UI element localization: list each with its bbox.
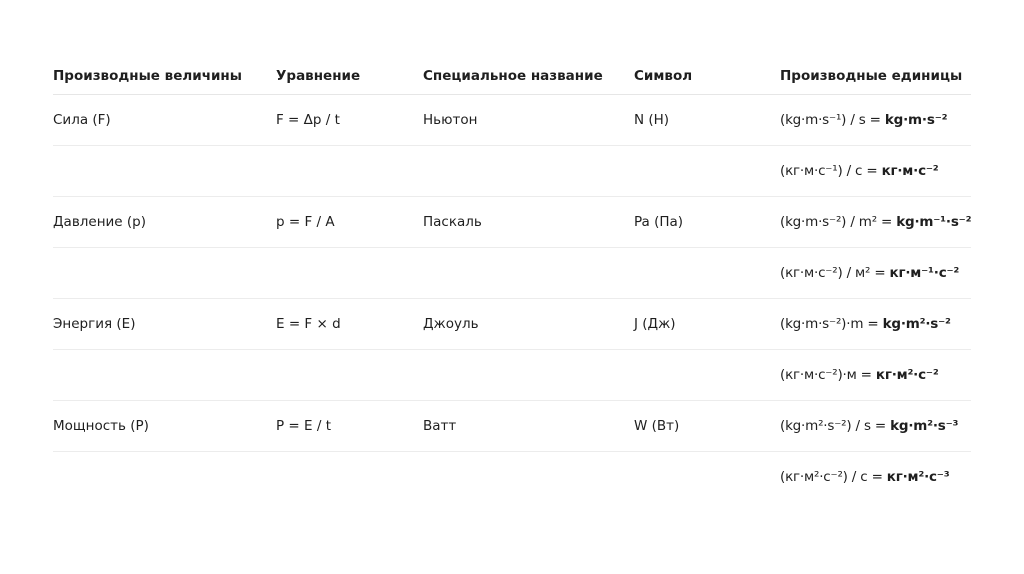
- unit-expression: (kg·m·s⁻²) / m²: [780, 214, 877, 230]
- cell-symbol: [634, 146, 780, 197]
- cell-equation: P = E / t: [276, 401, 423, 452]
- table-row: [53, 401, 971, 452]
- table-header-row: [53, 57, 971, 95]
- cell-quantity: Сила (F): [53, 95, 276, 146]
- table-row: [53, 452, 971, 503]
- cell-derived-units: [780, 350, 971, 401]
- cell-derived-units: [780, 248, 971, 299]
- cell-symbol: [634, 350, 780, 401]
- unit-equals: =: [870, 265, 890, 281]
- cell-special-name: [423, 452, 634, 503]
- cell-special-name: Ньютон: [423, 95, 634, 146]
- cell-symbol: N (Н): [634, 95, 780, 146]
- table-row: [53, 197, 971, 248]
- unit-expression: (кг·м·с⁻²)·м: [780, 367, 857, 383]
- cell-equation: [276, 452, 423, 503]
- unit-result: кг·м²·с⁻³: [886, 469, 950, 485]
- cell-quantity: Мощность (P): [53, 401, 276, 452]
- cell-derived-units: [780, 146, 971, 197]
- cell-equation: p = F / A: [276, 197, 423, 248]
- unit-result: кг·м²·с⁻²: [875, 367, 939, 383]
- unit-expression: (кг·м·с⁻¹) / с: [780, 163, 863, 179]
- cell-special-name: Ватт: [423, 401, 634, 452]
- cell-derived-units: [780, 452, 971, 503]
- unit-expression: (kg·m·s⁻¹) / s: [780, 112, 866, 128]
- cell-equation: [276, 146, 423, 197]
- header-special-name: Специальное название: [423, 57, 634, 95]
- table-row: [53, 350, 971, 401]
- cell-symbol: W (Вт): [634, 401, 780, 452]
- cell-special-name: [423, 248, 634, 299]
- table-row: [53, 146, 971, 197]
- cell-derived-units: [780, 95, 971, 146]
- unit-equals: =: [867, 469, 887, 485]
- cell-quantity: [53, 452, 276, 503]
- cell-special-name: [423, 146, 634, 197]
- unit-result: kg·m⁻¹·s⁻²: [896, 214, 972, 230]
- unit-result: кг·м⁻¹·с⁻²: [889, 265, 960, 281]
- header-quantity: Производные величины: [53, 57, 276, 95]
- cell-symbol: J (Дж): [634, 299, 780, 350]
- cell-symbol: [634, 452, 780, 503]
- unit-result: кг·м·с⁻²: [881, 163, 939, 179]
- unit-expression: (кг·м²·с⁻²) / с: [780, 469, 868, 485]
- unit-equals: =: [865, 112, 885, 128]
- unit-equals: =: [856, 367, 876, 383]
- header-equation: Уравнение: [276, 57, 423, 95]
- cell-derived-units: [780, 299, 971, 350]
- unit-result: kg·m²·s⁻³: [890, 418, 959, 434]
- header-symbol: Символ: [634, 57, 780, 95]
- cell-quantity: Давление (p): [53, 197, 276, 248]
- cell-equation: E = F × d: [276, 299, 423, 350]
- cell-equation: [276, 248, 423, 299]
- unit-expression: (kg·m·s⁻²)·m: [780, 316, 864, 332]
- unit-equals: =: [870, 418, 891, 434]
- cell-special-name: Паскаль: [423, 197, 634, 248]
- unit-expression: (кг·м·с⁻²) / м²: [780, 265, 871, 281]
- cell-special-name: [423, 350, 634, 401]
- header-derived-units: Производные единицы: [780, 57, 971, 95]
- cell-equation: [276, 350, 423, 401]
- table-row: [53, 299, 971, 350]
- cell-derived-units: [780, 197, 971, 248]
- cell-symbol: [634, 248, 780, 299]
- cell-derived-units: [780, 401, 971, 452]
- cell-special-name: Джоуль: [423, 299, 634, 350]
- cell-quantity: [53, 350, 276, 401]
- cell-quantity: Энергия (E): [53, 299, 276, 350]
- cell-symbol: Pa (Па): [634, 197, 780, 248]
- unit-equals: =: [876, 214, 897, 230]
- cell-quantity: [53, 146, 276, 197]
- unit-equals: =: [862, 163, 882, 179]
- unit-result: kg·m·s⁻²: [884, 112, 948, 128]
- table-row: [53, 95, 971, 146]
- unit-equals: =: [863, 316, 883, 332]
- unit-result: kg·m²·s⁻²: [882, 316, 951, 332]
- unit-expression: (kg·m²·s⁻²) / s: [780, 418, 871, 434]
- derived-units-table: [53, 57, 971, 502]
- cell-equation: F = Δp / t: [276, 95, 423, 146]
- table-row: [53, 248, 971, 299]
- cell-quantity: [53, 248, 276, 299]
